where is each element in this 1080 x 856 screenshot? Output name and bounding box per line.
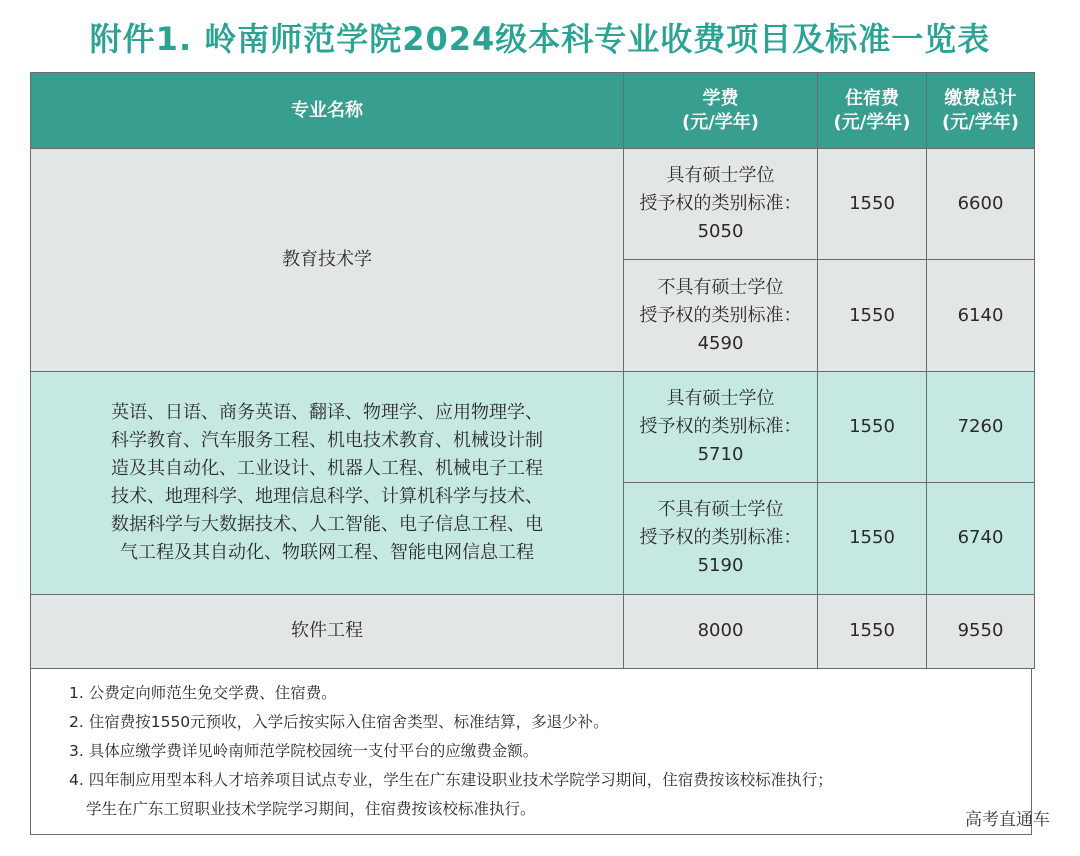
watermark: 高考直通车	[965, 810, 1050, 830]
note-item: 1. 公费定向师范生免交学费、住宿费。	[69, 684, 337, 702]
major-list-cell: 英语、日语、商务英语、翻译、物理学、应用物理学、 科学教育、汽车服务工程、机电技术教育、机械设计制 造及其自动化、工业设计、机器人工程、机械电子工程 技术、地理科学、地理信息科学、计算机科学与技术、 数据科学与大数据技术、人工智能、电子信息工程、电 气工程及其自动化、物联网工程、智能电网信息工程	[31, 371, 624, 594]
lodging-cell: 1550	[818, 594, 927, 668]
table-header-row	[31, 73, 1035, 149]
table-row	[31, 594, 1035, 668]
total-cell: 6140	[927, 260, 1035, 371]
lodging-cell: 1550	[818, 371, 927, 482]
note-item: 学生在广东工贸职业技术学院学习期间，住宿费按该校标准执行。	[86, 800, 536, 818]
tuition-cell: 8000	[624, 594, 818, 668]
header-lodging: 住宿费 (元/学年)	[818, 73, 927, 149]
total-cell: 6600	[927, 149, 1035, 260]
total-cell: 6740	[927, 483, 1035, 594]
tuition-cell: 具有硕士学位 授予权的类别标准： 5050	[624, 149, 818, 260]
major-cell: 教育技术学	[31, 149, 624, 372]
lodging-cell: 1550	[818, 483, 927, 594]
table-row	[31, 149, 1035, 260]
fee-table	[30, 72, 1035, 669]
total-cell: 9550	[927, 594, 1035, 668]
notes-section	[30, 669, 1032, 835]
note-item: 4. 四年制应用型本科人才培养项目试点专业，学生在广东建设职业技术学院学习期间，住宿费按该校标准执行；	[69, 771, 833, 789]
tuition-cell: 不具有硕士学位 授予权的类别标准： 5190	[624, 483, 818, 594]
page-title: 附件1. 岭南师范学院2024级本科专业收费项目及标准一览表	[89, 20, 991, 58]
lodging-cell: 1550	[818, 149, 927, 260]
lodging-cell: 1550	[818, 260, 927, 371]
header-total: 缴费总计 (元/学年)	[927, 73, 1035, 149]
tuition-cell: 不具有硕士学位 授予权的类别标准： 4590	[624, 260, 818, 371]
major-cell: 软件工程	[31, 594, 624, 668]
table-row	[31, 371, 1035, 482]
header-major: 专业名称	[31, 73, 624, 149]
note-item: 2. 住宿费按1550元预收，入学后按实际入住宿舍类型、标准结算，多退少补。	[69, 713, 609, 731]
total-cell: 7260	[927, 371, 1035, 482]
note-item: 3. 具体应缴学费详见岭南师范学院校园统一支付平台的应缴费金额。	[69, 742, 539, 760]
tuition-cell: 具有硕士学位 授予权的类别标准： 5710	[624, 371, 818, 482]
header-tuition: 学费 (元/学年)	[624, 73, 818, 149]
